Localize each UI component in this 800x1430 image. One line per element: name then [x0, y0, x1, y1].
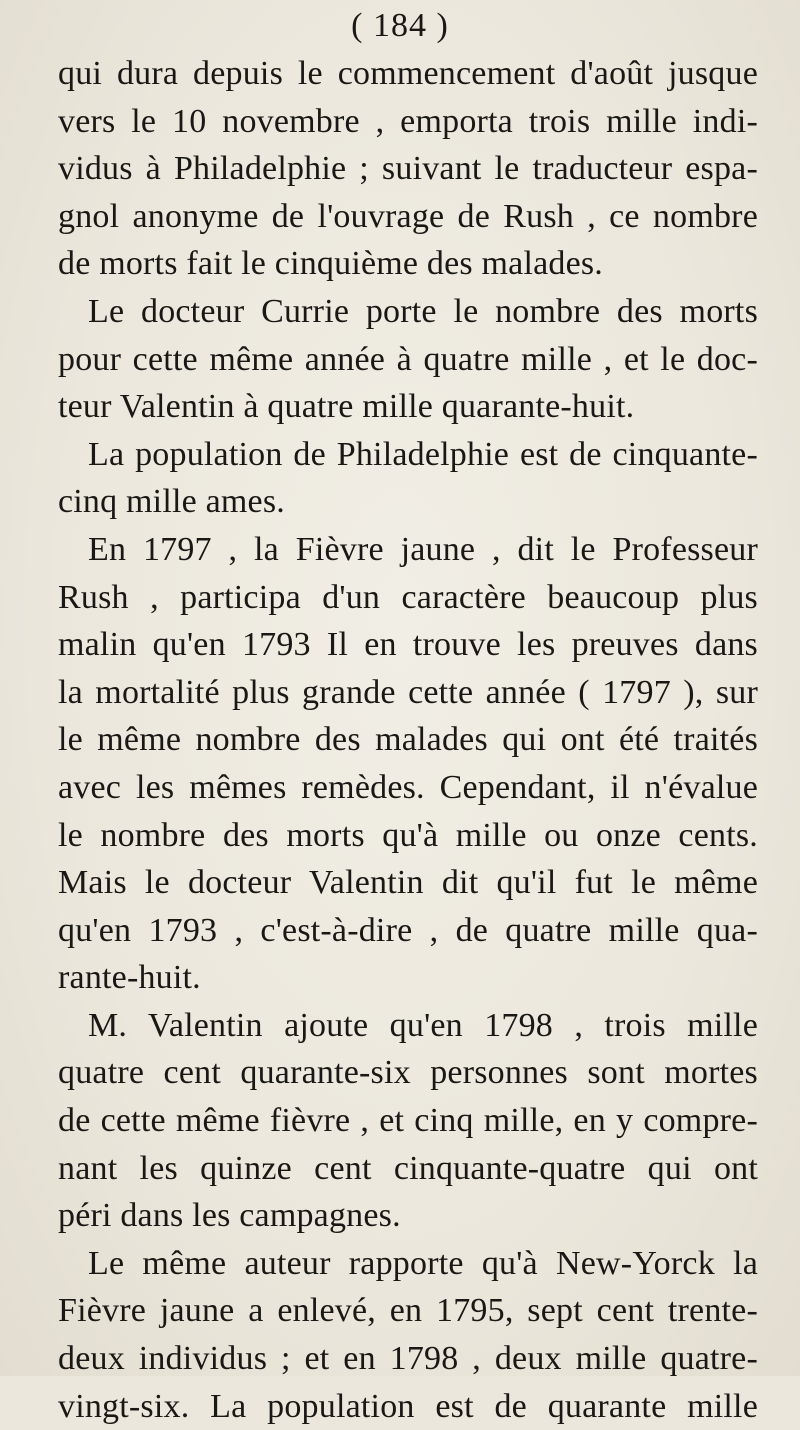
body-text [58, 50, 758, 1430]
text-line: teur Valentin à quatre mille quarante-huit. [58, 388, 635, 426]
text-line: Le même auteur rapporte qu'à New-Yorck la [88, 1244, 758, 1282]
text-line: La population de Philadelphie est de cinquante- [88, 435, 758, 473]
text-line: vers le 10 novembre , emporta trois mille indi- [58, 102, 758, 140]
text-line: pour cette même année à quatre mille , et le doc- [58, 340, 758, 378]
text-line: vingt-six. La population est de quarante mille [58, 1387, 758, 1425]
text-line: rante-huit. [58, 959, 201, 997]
text-line: Mais le docteur Valentin dit qu'il fut le même [58, 864, 758, 902]
text-line: deux individus ; et en 1798 , deux mille quatre- [58, 1340, 758, 1378]
text-line: de morts fait le cinquième des malades. [58, 245, 604, 283]
text-line: M. Valentin ajoute qu'en 1798 , trois mille [88, 1006, 758, 1044]
text-line: nant les quinze cent cinquante-quatre qui ont [58, 1149, 758, 1187]
text-line: vidus à Philadelphie ; suivant le traducteur espa- [58, 150, 758, 188]
text-line: péri dans les campagnes. [58, 1197, 401, 1235]
text-line: le même nombre des malades qui ont été traités [58, 721, 758, 759]
text-line: malin qu'en 1793 Il en trouve les preuves dans [58, 626, 758, 664]
text-line: Le docteur Currie porte le nombre des morts [88, 292, 758, 330]
text-line: quatre cent quarante-six personnes sont mortes [58, 1054, 758, 1092]
text-line: Fièvre jaune a enlevé, en 1795, sept cent trente- [58, 1292, 758, 1330]
text-line: qui dura depuis le commencement d'août jusque [58, 55, 758, 92]
text-line: qu'en 1793 , c'est-à-dire , de quatre mille qua- [58, 911, 758, 949]
text-line: la mortalité plus grande cette année ( 1797 ), sur [58, 673, 758, 711]
text-line: Rush , participa d'un caractère beaucoup plus [58, 578, 758, 616]
text-line: gnol anonyme de l'ouvrage de Rush , ce nombre [58, 197, 758, 235]
text-line: En 1797 , la Fièvre jaune , dit le Professeur [88, 530, 758, 568]
text-line: de cette même fièvre , et cinq mille, en y compre- [58, 1102, 758, 1140]
text-line: avec les mêmes remèdes. Cependant, il n'évalue [58, 768, 758, 806]
text-line: le nombre des morts qu'à mille ou onze cents. [58, 816, 758, 854]
text-line: cinq mille ames. [58, 483, 285, 521]
page-number: ( 184 ) [351, 7, 449, 44]
